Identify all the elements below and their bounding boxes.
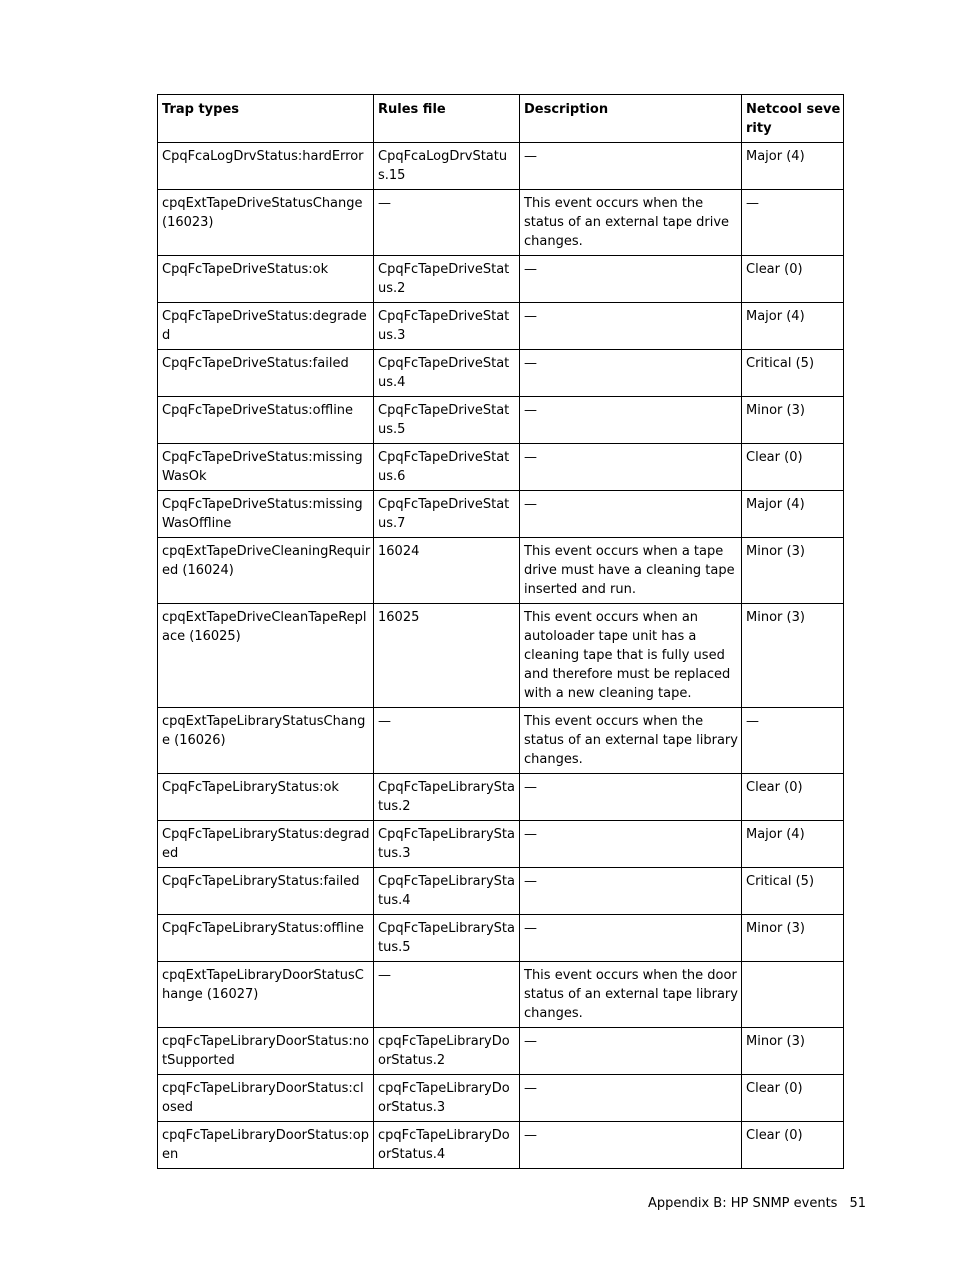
table-row: [158, 962, 844, 1028]
cell-severity: —: [742, 708, 844, 774]
cell-description: —: [520, 303, 742, 350]
table-header: [158, 95, 844, 143]
cell-rules-file: CpqFcTapeLibraryStatus.3: [374, 821, 520, 868]
header-rules-file: Rules file: [374, 95, 520, 143]
cell-severity: Major (4): [742, 143, 844, 190]
cell-rules-file: CpqFcaLogDrvStatus.15: [374, 143, 520, 190]
cell-rules-file: CpqFcTapeDriveStatus.4: [374, 350, 520, 397]
table-row: [158, 491, 844, 538]
cell-description: —: [520, 350, 742, 397]
cell-rules-file: CpqFcTapeLibraryStatus.5: [374, 915, 520, 962]
cell-severity: Minor (3): [742, 397, 844, 444]
table-row: [158, 1028, 844, 1075]
cell-description: —: [520, 1075, 742, 1122]
cell-description: —: [520, 774, 742, 821]
cell-description: This event occurs when an autoloader tape unit has a cleaning tape that is fully used and therefore must be replaced with a new cleaning tape.: [520, 604, 742, 708]
cell-rules-file: CpqFcTapeLibraryStatus.4: [374, 868, 520, 915]
table-row: [158, 256, 844, 303]
table-row: [158, 350, 844, 397]
table-row: [158, 708, 844, 774]
cell-trap-type: cpqExtTapeLibraryDoorStatusChange (16027): [158, 962, 374, 1028]
cell-trap-type: cpqFcTapeLibraryDoorStatus:closed: [158, 1075, 374, 1122]
table-row: [158, 190, 844, 256]
cell-severity: —: [742, 190, 844, 256]
cell-description: —: [520, 256, 742, 303]
cell-severity: Minor (3): [742, 1028, 844, 1075]
cell-severity: [742, 962, 844, 1028]
cell-description: This event occurs when the door status of an external tape library changes.: [520, 962, 742, 1028]
cell-trap-type: CpqFcTapeLibraryStatus:ok: [158, 774, 374, 821]
table-row: [158, 868, 844, 915]
cell-rules-file: CpqFcTapeDriveStatus.3: [374, 303, 520, 350]
page-footer: [648, 1196, 866, 1212]
table-row: [158, 1075, 844, 1122]
cell-trap-type: CpqFcTapeDriveStatus:failed: [158, 350, 374, 397]
table-row: [158, 821, 844, 868]
cell-severity: Minor (3): [742, 538, 844, 604]
table-row: [158, 915, 844, 962]
cell-trap-type: cpqFcTapeLibraryDoorStatus:notSupported: [158, 1028, 374, 1075]
header-description: Description: [520, 95, 742, 143]
table-row: [158, 303, 844, 350]
cell-severity: Clear (0): [742, 256, 844, 303]
cell-severity: Critical (5): [742, 868, 844, 915]
cell-description: —: [520, 1028, 742, 1075]
cell-description: —: [520, 915, 742, 962]
cell-trap-type: cpqExtTapeLibraryStatusChange (16026): [158, 708, 374, 774]
cell-description: This event occurs when a tape drive must have a cleaning tape inserted and run.: [520, 538, 742, 604]
cell-description: —: [520, 1122, 742, 1169]
cell-severity: Major (4): [742, 303, 844, 350]
cell-trap-type: cpqExtTapeDriveCleaningRequired (16024): [158, 538, 374, 604]
cell-trap-type: CpqFcTapeDriveStatus:degraded: [158, 303, 374, 350]
cell-trap-type: CpqFcTapeDriveStatus:offline: [158, 397, 374, 444]
cell-trap-type: CpqFcTapeDriveStatus:ok: [158, 256, 374, 303]
cell-trap-type: CpqFcTapeLibraryStatus:failed: [158, 868, 374, 915]
table-row: [158, 143, 844, 190]
cell-rules-file: CpqFcTapeDriveStatus.5: [374, 397, 520, 444]
cell-severity: Major (4): [742, 821, 844, 868]
cell-severity: Major (4): [742, 491, 844, 538]
cell-severity: Clear (0): [742, 444, 844, 491]
table-row: [158, 397, 844, 444]
footer-section-title: Appendix B: HP SNMP events: [647, 1196, 838, 1211]
cell-rules-file: 16025: [374, 604, 520, 708]
cell-description: —: [520, 143, 742, 190]
cell-rules-file: CpqFcTapeDriveStatus.2: [374, 256, 520, 303]
cell-description: —: [520, 868, 742, 915]
cell-description: —: [520, 821, 742, 868]
cell-description: —: [520, 397, 742, 444]
cell-rules-file: —: [374, 708, 520, 774]
cell-severity: Clear (0): [742, 774, 844, 821]
cell-description: This event occurs when the status of an external tape drive changes.: [520, 190, 742, 256]
cell-trap-type: CpqFcaLogDrvStatus:hardError: [158, 143, 374, 190]
cell-severity: Clear (0): [742, 1075, 844, 1122]
cell-trap-type: CpqFcTapeDriveStatus:missingWasOffline: [158, 491, 374, 538]
table-body: [158, 143, 844, 1169]
cell-trap-type: cpqExtTapeDriveCleanTapeReplace (16025): [158, 604, 374, 708]
cell-severity: Critical (5): [742, 350, 844, 397]
cell-trap-type: CpqFcTapeDriveStatus:missingWasOk: [158, 444, 374, 491]
header-row: [158, 95, 844, 143]
cell-rules-file: cpqFcTapeLibraryDoorStatus.4: [374, 1122, 520, 1169]
page-number: 51: [849, 1196, 866, 1211]
cell-rules-file: CpqFcTapeLibraryStatus.2: [374, 774, 520, 821]
cell-rules-file: cpqFcTapeLibraryDoorStatus.2: [374, 1028, 520, 1075]
table-row: [158, 538, 844, 604]
cell-rules-file: —: [374, 190, 520, 256]
cell-description: This event occurs when the status of an external tape library changes.: [520, 708, 742, 774]
snmp-events-table: [157, 94, 844, 1169]
cell-rules-file: CpqFcTapeDriveStatus.6: [374, 444, 520, 491]
cell-severity: Minor (3): [742, 915, 844, 962]
cell-trap-type: CpqFcTapeLibraryStatus:degraded: [158, 821, 374, 868]
table-row: [158, 444, 844, 491]
header-trap-types: Trap types: [158, 95, 374, 143]
cell-severity: Minor (3): [742, 604, 844, 708]
cell-trap-type: cpqFcTapeLibraryDoorStatus:open: [158, 1122, 374, 1169]
cell-description: —: [520, 444, 742, 491]
cell-trap-type: CpqFcTapeLibraryStatus:offline: [158, 915, 374, 962]
cell-description: —: [520, 491, 742, 538]
cell-rules-file: CpqFcTapeDriveStatus.7: [374, 491, 520, 538]
table-row: [158, 604, 844, 708]
cell-severity: Clear (0): [742, 1122, 844, 1169]
cell-trap-type: cpqExtTapeDriveStatusChange (16023): [158, 190, 374, 256]
cell-rules-file: 16024: [374, 538, 520, 604]
table-row: [158, 1122, 844, 1169]
header-netcool-severity: Netcool severity: [742, 95, 844, 143]
cell-rules-file: —: [374, 962, 520, 1028]
cell-rules-file: cpqFcTapeLibraryDoorStatus.3: [374, 1075, 520, 1122]
table-row: [158, 774, 844, 821]
